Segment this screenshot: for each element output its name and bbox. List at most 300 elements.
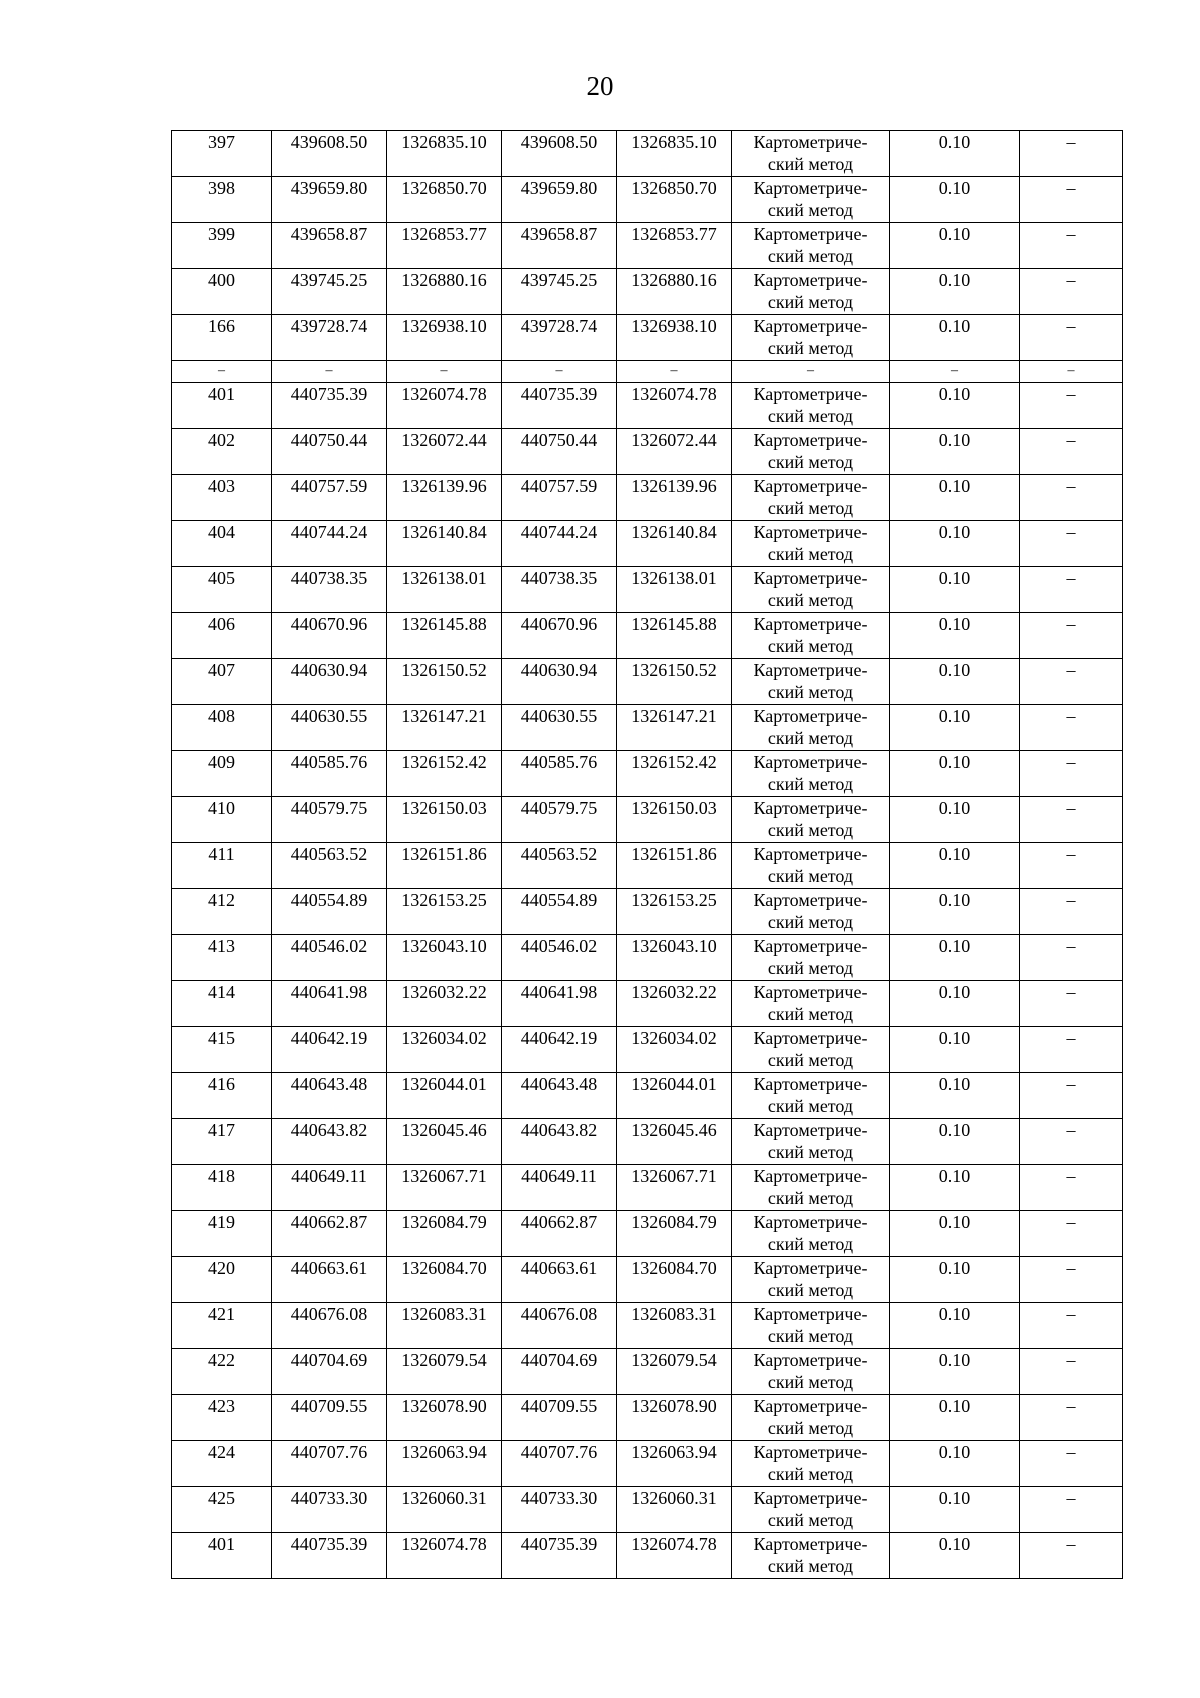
y-new-cell: 1326139.96 [617, 475, 732, 521]
accuracy-cell: 0.10 [890, 1395, 1020, 1441]
x-new-cell: 440750.44 [502, 429, 617, 475]
x-new-cell: 440643.82 [502, 1119, 617, 1165]
y-new-cell: 1326072.44 [617, 429, 732, 475]
x-new-cell: 440663.61 [502, 1257, 617, 1303]
y-new-cell: 1326853.77 [617, 223, 732, 269]
accuracy-cell: 0.10 [890, 1533, 1020, 1579]
method-cell [732, 429, 890, 475]
y-old-cell: 1326139.96 [387, 475, 502, 521]
y-old-cell: 1326835.10 [387, 131, 502, 177]
accuracy-cell: 0.10 [890, 383, 1020, 429]
x-new-cell: 440546.02 [502, 935, 617, 981]
x-new-cell: 440670.96 [502, 613, 617, 659]
table-row [172, 981, 1123, 1027]
point-number-cell: 418 [172, 1165, 272, 1211]
method-line-2: ский метод [767, 406, 854, 426]
x-old-cell: 440630.55 [272, 705, 387, 751]
y-new-cell: 1326938.10 [617, 315, 732, 361]
note-cell: – [1020, 935, 1123, 981]
table-row [172, 1349, 1123, 1395]
table-row [172, 797, 1123, 843]
method-line-2: ский метод [767, 1464, 854, 1484]
method-line-1: Картометриче- [753, 1166, 868, 1186]
note-cell: – [1020, 567, 1123, 613]
method-cell [732, 131, 890, 177]
method-cell [732, 843, 890, 889]
accuracy-cell: 0.10 [890, 1119, 1020, 1165]
y-new-cell: 1326032.22 [617, 981, 732, 1027]
accuracy-cell: 0.10 [890, 131, 1020, 177]
method-line-2: ский метод [767, 1280, 854, 1300]
method-line-1: Картометриче- [753, 982, 868, 1002]
accuracy-cell: 0.10 [890, 935, 1020, 981]
method-cell [732, 567, 890, 613]
x-new-cell: 440733.30 [502, 1487, 617, 1533]
separator-cell: – [1020, 361, 1123, 383]
point-number-cell: 412 [172, 889, 272, 935]
method-line-2: ский метод [767, 866, 854, 886]
point-number-cell: 403 [172, 475, 272, 521]
table-row [172, 131, 1123, 177]
accuracy-cell: 0.10 [890, 1349, 1020, 1395]
table-row [172, 843, 1123, 889]
note-cell: – [1020, 1487, 1123, 1533]
method-line-1: Картометриче- [753, 798, 868, 818]
table-row [172, 383, 1123, 429]
note-cell: – [1020, 1303, 1123, 1349]
x-old-cell: 440735.39 [272, 1533, 387, 1579]
method-line-1: Картометриче- [753, 178, 868, 198]
note-cell: – [1020, 1441, 1123, 1487]
x-old-cell: 440630.94 [272, 659, 387, 705]
x-new-cell: 440676.08 [502, 1303, 617, 1349]
point-number-cell: 166 [172, 315, 272, 361]
method-line-2: ский метод [767, 682, 854, 702]
note-cell: – [1020, 521, 1123, 567]
note-cell: – [1020, 383, 1123, 429]
y-new-cell: 1326079.54 [617, 1349, 732, 1395]
accuracy-cell: 0.10 [890, 659, 1020, 705]
y-new-cell: 1326045.46 [617, 1119, 732, 1165]
x-old-cell: 439659.80 [272, 177, 387, 223]
y-new-cell: 1326151.86 [617, 843, 732, 889]
accuracy-cell: 0.10 [890, 1487, 1020, 1533]
method-cell [732, 935, 890, 981]
method-line-1: Картометриче- [753, 660, 868, 680]
separator-cell: – [387, 361, 502, 383]
table-row [172, 429, 1123, 475]
point-number-cell: 411 [172, 843, 272, 889]
accuracy-cell: 0.10 [890, 981, 1020, 1027]
table-row [172, 1395, 1123, 1441]
y-old-cell: 1326150.52 [387, 659, 502, 705]
table-row [172, 269, 1123, 315]
method-cell [732, 1119, 890, 1165]
y-new-cell: 1326084.70 [617, 1257, 732, 1303]
point-number-cell: 416 [172, 1073, 272, 1119]
method-cell [732, 269, 890, 315]
accuracy-cell: 0.10 [890, 797, 1020, 843]
method-line-2: ский метод [767, 338, 854, 358]
method-cell [732, 223, 890, 269]
y-new-cell: 1326138.01 [617, 567, 732, 613]
method-line-2: ский метод [767, 1418, 854, 1438]
separator-row [172, 361, 1123, 383]
table-row [172, 223, 1123, 269]
x-new-cell: 440662.87 [502, 1211, 617, 1257]
y-old-cell: 1326853.77 [387, 223, 502, 269]
x-old-cell: 440554.89 [272, 889, 387, 935]
method-line-1: Картометриче- [753, 1534, 868, 1554]
method-line-1: Картометриче- [753, 752, 868, 772]
table-row [172, 889, 1123, 935]
page-number: 20 [586, 71, 614, 101]
table-row [172, 1303, 1123, 1349]
method-cell [732, 705, 890, 751]
method-line-2: ский метод [767, 246, 854, 266]
accuracy-cell: 0.10 [890, 475, 1020, 521]
method-cell [732, 1257, 890, 1303]
note-cell: – [1020, 223, 1123, 269]
method-line-2: ский метод [767, 728, 854, 748]
y-old-cell: 1326084.79 [387, 1211, 502, 1257]
method-cell [732, 475, 890, 521]
point-number-cell: 415 [172, 1027, 272, 1073]
method-line-1: Картометриче- [753, 132, 868, 152]
method-cell [732, 1073, 890, 1119]
table-row [172, 1211, 1123, 1257]
table-row [172, 1119, 1123, 1165]
y-new-cell: 1326078.90 [617, 1395, 732, 1441]
method-line-2: ский метод [767, 1188, 854, 1208]
method-cell [732, 177, 890, 223]
method-line-1: Картометриче- [753, 568, 868, 588]
note-cell: – [1020, 475, 1123, 521]
table-row [172, 1165, 1123, 1211]
method-line-1: Картометриче- [753, 1442, 868, 1462]
method-line-1: Картометриче- [753, 1212, 868, 1232]
x-old-cell: 439608.50 [272, 131, 387, 177]
table-row [172, 613, 1123, 659]
table-row [172, 935, 1123, 981]
method-line-2: ский метод [767, 154, 854, 174]
y-new-cell: 1326074.78 [617, 1533, 732, 1579]
accuracy-cell: 0.10 [890, 1211, 1020, 1257]
method-line-1: Картометриче- [753, 1258, 868, 1278]
y-new-cell: 1326067.71 [617, 1165, 732, 1211]
x-new-cell: 440643.48 [502, 1073, 617, 1119]
method-cell [732, 1349, 890, 1395]
point-number-cell: 406 [172, 613, 272, 659]
y-new-cell: 1326043.10 [617, 935, 732, 981]
method-line-1: Картометриче- [753, 1350, 868, 1370]
y-new-cell: 1326083.31 [617, 1303, 732, 1349]
y-new-cell: 1326150.52 [617, 659, 732, 705]
accuracy-cell: 0.10 [890, 889, 1020, 935]
x-new-cell: 439608.50 [502, 131, 617, 177]
x-new-cell: 440649.11 [502, 1165, 617, 1211]
point-number-cell: 413 [172, 935, 272, 981]
note-cell: – [1020, 1211, 1123, 1257]
accuracy-cell: 0.10 [890, 315, 1020, 361]
method-cell [732, 1027, 890, 1073]
accuracy-cell: 0.10 [890, 1165, 1020, 1211]
x-new-cell: 440642.19 [502, 1027, 617, 1073]
x-new-cell: 440579.75 [502, 797, 617, 843]
method-line-2: ский метод [767, 1004, 854, 1024]
y-old-cell: 1326078.90 [387, 1395, 502, 1441]
x-old-cell: 440744.24 [272, 521, 387, 567]
method-cell [732, 889, 890, 935]
method-cell [732, 521, 890, 567]
x-new-cell: 440630.55 [502, 705, 617, 751]
y-old-cell: 1326152.42 [387, 751, 502, 797]
table-row [172, 315, 1123, 361]
method-cell [732, 751, 890, 797]
y-new-cell: 1326835.10 [617, 131, 732, 177]
accuracy-cell: 0.10 [890, 1441, 1020, 1487]
table-row [172, 1257, 1123, 1303]
y-new-cell: 1326850.70 [617, 177, 732, 223]
separator-cell: – [172, 361, 272, 383]
method-cell [732, 613, 890, 659]
y-new-cell: 1326147.21 [617, 705, 732, 751]
separator-cell: – [732, 361, 890, 383]
note-cell: – [1020, 705, 1123, 751]
point-number-cell: 409 [172, 751, 272, 797]
separator-cell: – [617, 361, 732, 383]
method-line-1: Картометриче- [753, 936, 868, 956]
y-old-cell: 1326074.78 [387, 383, 502, 429]
method-line-1: Картометриче- [753, 316, 868, 336]
point-number-cell: 423 [172, 1395, 272, 1441]
accuracy-cell: 0.10 [890, 1303, 1020, 1349]
x-old-cell: 439658.87 [272, 223, 387, 269]
note-cell: – [1020, 797, 1123, 843]
method-line-1: Картометриче- [753, 224, 868, 244]
note-cell: – [1020, 429, 1123, 475]
x-old-cell: 440585.76 [272, 751, 387, 797]
point-number-cell: 410 [172, 797, 272, 843]
y-old-cell: 1326079.54 [387, 1349, 502, 1395]
method-line-1: Картометриче- [753, 430, 868, 450]
separator-cell: – [890, 361, 1020, 383]
method-line-2: ский метод [767, 498, 854, 518]
method-line-2: ский метод [767, 1234, 854, 1254]
table-row [172, 521, 1123, 567]
y-old-cell: 1326067.71 [387, 1165, 502, 1211]
y-new-cell: 1326034.02 [617, 1027, 732, 1073]
y-old-cell: 1326084.70 [387, 1257, 502, 1303]
y-old-cell: 1326145.88 [387, 613, 502, 659]
y-old-cell: 1326044.01 [387, 1073, 502, 1119]
x-old-cell: 440670.96 [272, 613, 387, 659]
point-number-cell: 414 [172, 981, 272, 1027]
method-line-2: ский метод [767, 544, 854, 564]
note-cell: – [1020, 1073, 1123, 1119]
method-line-1: Картометриче- [753, 270, 868, 290]
method-line-2: ский метод [767, 452, 854, 472]
y-old-cell: 1326150.03 [387, 797, 502, 843]
method-line-1: Картометриче- [753, 844, 868, 864]
method-cell [732, 797, 890, 843]
point-number-cell: 421 [172, 1303, 272, 1349]
x-new-cell: 439659.80 [502, 177, 617, 223]
table-row [172, 659, 1123, 705]
method-cell [732, 981, 890, 1027]
point-number-cell: 424 [172, 1441, 272, 1487]
accuracy-cell: 0.10 [890, 1257, 1020, 1303]
accuracy-cell: 0.10 [890, 269, 1020, 315]
method-cell [732, 659, 890, 705]
note-cell: – [1020, 889, 1123, 935]
x-old-cell: 440642.19 [272, 1027, 387, 1073]
table-row [172, 1027, 1123, 1073]
note-cell: – [1020, 981, 1123, 1027]
table-row [172, 1073, 1123, 1119]
point-number-cell: 399 [172, 223, 272, 269]
y-old-cell: 1326074.78 [387, 1533, 502, 1579]
x-new-cell: 440744.24 [502, 521, 617, 567]
method-line-2: ский метод [767, 1510, 854, 1530]
note-cell: – [1020, 1165, 1123, 1211]
point-number-cell: 400 [172, 269, 272, 315]
y-old-cell: 1326850.70 [387, 177, 502, 223]
method-line-1: Картометриче- [753, 890, 868, 910]
y-new-cell: 1326152.42 [617, 751, 732, 797]
x-old-cell: 440546.02 [272, 935, 387, 981]
x-old-cell: 439745.25 [272, 269, 387, 315]
y-new-cell: 1326145.88 [617, 613, 732, 659]
x-old-cell: 440738.35 [272, 567, 387, 613]
accuracy-cell: 0.10 [890, 705, 1020, 751]
coordinates-table [171, 130, 1123, 1579]
method-line-1: Картометриче- [753, 384, 868, 404]
y-new-cell: 1326063.94 [617, 1441, 732, 1487]
point-number-cell: 408 [172, 705, 272, 751]
method-cell [732, 1303, 890, 1349]
note-cell: – [1020, 177, 1123, 223]
point-number-cell: 404 [172, 521, 272, 567]
method-line-2: ский метод [767, 958, 854, 978]
x-new-cell: 440630.94 [502, 659, 617, 705]
y-old-cell: 1326083.31 [387, 1303, 502, 1349]
method-cell [732, 383, 890, 429]
table-row [172, 1487, 1123, 1533]
y-old-cell: 1326880.16 [387, 269, 502, 315]
table-row [172, 567, 1123, 613]
point-number-cell: 405 [172, 567, 272, 613]
accuracy-cell: 0.10 [890, 613, 1020, 659]
note-cell: – [1020, 1027, 1123, 1073]
y-old-cell: 1326072.44 [387, 429, 502, 475]
method-line-2: ский метод [767, 1142, 854, 1162]
point-number-cell: 398 [172, 177, 272, 223]
note-cell: – [1020, 1349, 1123, 1395]
y-old-cell: 1326147.21 [387, 705, 502, 751]
note-cell: – [1020, 751, 1123, 797]
y-new-cell: 1326074.78 [617, 383, 732, 429]
x-old-cell: 440704.69 [272, 1349, 387, 1395]
y-old-cell: 1326045.46 [387, 1119, 502, 1165]
method-line-1: Картометриче- [753, 476, 868, 496]
point-number-cell: 420 [172, 1257, 272, 1303]
table-row [172, 751, 1123, 797]
method-cell [732, 1165, 890, 1211]
note-cell: – [1020, 1395, 1123, 1441]
y-old-cell: 1326140.84 [387, 521, 502, 567]
note-cell: – [1020, 315, 1123, 361]
table-row [172, 177, 1123, 223]
point-number-cell: 419 [172, 1211, 272, 1257]
point-number-cell: 401 [172, 383, 272, 429]
method-line-2: ский метод [767, 774, 854, 794]
note-cell: – [1020, 843, 1123, 889]
method-line-1: Картометриче- [753, 522, 868, 542]
accuracy-cell: 0.10 [890, 521, 1020, 567]
x-new-cell: 440707.76 [502, 1441, 617, 1487]
point-number-cell: 425 [172, 1487, 272, 1533]
method-line-2: ский метод [767, 1556, 854, 1576]
y-old-cell: 1326043.10 [387, 935, 502, 981]
x-old-cell: 440733.30 [272, 1487, 387, 1533]
method-line-1: Картометриче- [753, 1304, 868, 1324]
y-old-cell: 1326034.02 [387, 1027, 502, 1073]
method-line-1: Картометриче- [753, 1396, 868, 1416]
y-new-cell: 1326084.79 [617, 1211, 732, 1257]
y-old-cell: 1326032.22 [387, 981, 502, 1027]
note-cell: – [1020, 1119, 1123, 1165]
accuracy-cell: 0.10 [890, 843, 1020, 889]
note-cell: – [1020, 131, 1123, 177]
method-cell [732, 1487, 890, 1533]
note-cell: – [1020, 613, 1123, 659]
method-cell [732, 1395, 890, 1441]
accuracy-cell: 0.10 [890, 1027, 1020, 1073]
accuracy-cell: 0.10 [890, 567, 1020, 613]
x-old-cell: 440663.61 [272, 1257, 387, 1303]
method-line-2: ский метод [767, 292, 854, 312]
accuracy-cell: 0.10 [890, 1073, 1020, 1119]
method-line-2: ский метод [767, 820, 854, 840]
table-row [172, 475, 1123, 521]
x-new-cell: 440585.76 [502, 751, 617, 797]
point-number-cell: 422 [172, 1349, 272, 1395]
x-old-cell: 440643.82 [272, 1119, 387, 1165]
x-old-cell: 440750.44 [272, 429, 387, 475]
y-old-cell: 1326938.10 [387, 315, 502, 361]
method-cell [732, 1441, 890, 1487]
x-new-cell: 440563.52 [502, 843, 617, 889]
y-new-cell: 1326153.25 [617, 889, 732, 935]
x-new-cell: 439745.25 [502, 269, 617, 315]
x-new-cell: 440735.39 [502, 1533, 617, 1579]
method-line-2: ский метод [767, 1096, 854, 1116]
method-line-1: Картометриче- [753, 1488, 868, 1508]
x-old-cell: 440735.39 [272, 383, 387, 429]
x-new-cell: 440641.98 [502, 981, 617, 1027]
method-cell [732, 1533, 890, 1579]
y-new-cell: 1326140.84 [617, 521, 732, 567]
accuracy-cell: 0.10 [890, 177, 1020, 223]
method-line-2: ский метод [767, 200, 854, 220]
x-old-cell: 440563.52 [272, 843, 387, 889]
x-old-cell: 440579.75 [272, 797, 387, 843]
note-cell: – [1020, 269, 1123, 315]
note-cell: – [1020, 659, 1123, 705]
x-old-cell: 440707.76 [272, 1441, 387, 1487]
method-line-1: Картометриче- [753, 614, 868, 634]
